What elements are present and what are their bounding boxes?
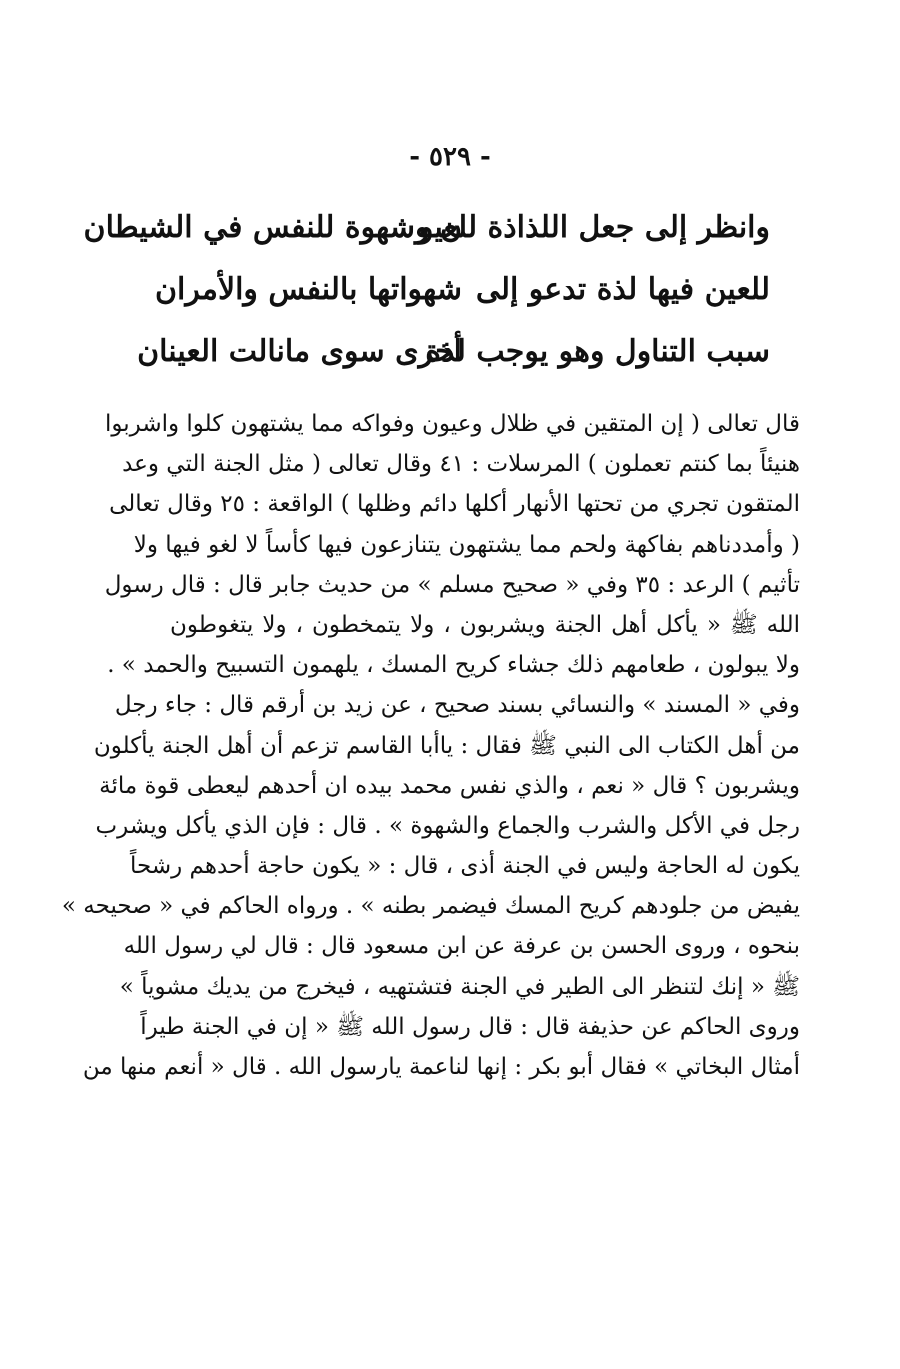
first-hemistich: وانظر إلى جعل اللذاذة للعيو	[419, 209, 770, 245]
prose-line: تأثيم ) الرعد : ٣٥ وفي « صحيح مسلم » من حديث جابر قال : قال رسول	[104, 571, 800, 598]
prose-line: ولا يبولون ، طعامهم ذلك جشاء كريح المسك ، يلهمون التسبيح والحمد » .	[107, 652, 800, 679]
prose-line: من أهل الكتاب الى النبي ﷺ فقال : ياأبا القاسم تزعم أن أهل الجنة يأكلون	[93, 732, 800, 759]
second-hemistich: ن وشهوة للنفس في الشيطان	[83, 209, 462, 245]
second-hemistich: أخرى سوى مانالت العينان	[137, 333, 462, 369]
first-hemistich: للعين فيها لذة تدعو إلى	[475, 271, 770, 307]
prose-line: قال تعالى ( إن المتقين في ظلال وعيون وفواكه مما يشتهون كلوا واشربوا	[104, 411, 800, 437]
page-number: - ٥٢٩ -	[409, 142, 491, 172]
prose-line: المتقون تجري من تحتها الأنهار أكلها دائم وظلها ) الواقعة : ٢٥ وقال تعالى	[109, 491, 800, 518]
prose-line: وفي « المسند » والنسائي بسند صحيح ، عن زيد بن أرقم قال : جاء رجل	[114, 692, 800, 719]
prose-line: أمثال البخاتي » فقال أبو بكر : إنها لناعمة يارسول الله . قال « أنعم منها من	[82, 1054, 800, 1080]
first-hemistich: سبب التناول وهو يوجب لذة	[425, 333, 770, 369]
prose-line: الله ﷺ « يأكل أهل الجنة ويشربون ، ولا يتمخطون ، ولا يتغوطون	[170, 611, 800, 638]
poem-verse	[83, 196, 770, 258]
prose-line: ويشربون ؟ قال « نعم ، والذي نفس محمد بيده ان أحدهم ليعطى قوة مائة	[99, 772, 800, 799]
prose-line: هنيئاً بما كنتم تعملون ) المرسلات : ٤١ وقال تعالى ( مثل الجنة التي وعد	[122, 451, 800, 478]
prose-line: يفيض من جلودهم كريح المسك فيضمر بطنه » . ورواه الحاكم في « صحيحه »	[61, 893, 800, 920]
prose-line: ﷺ « إنك لتنظر الى الطير في الجنة فتشتهيه ، فيخرج من يديك مشوياً »	[119, 973, 800, 1000]
prose-line: وروى الحاكم عن حذيفة قال : قال رسول الله ﷺ « إن في الجنة طيراً	[140, 1013, 800, 1040]
poem-verse	[154, 258, 770, 320]
prose-line: رجل في الأكل والشرب والجماع والشهوة » . قال : فإن الذي يأكل ويشرب	[95, 812, 800, 839]
prose-line: ( وأمددناهم بفاكهة ولحم مما يشتهون يتنازعون فيها كأساً لا لغو فيها ولا	[133, 531, 800, 558]
prose-line: بنحوه ، وروى الحسن بن عرفة عن ابن مسعود قال : قال لي رسول الله	[123, 933, 800, 960]
poem-verse	[137, 320, 770, 382]
poem	[83, 196, 770, 382]
prose-line: يكون له الحاجة وليس في الجنة أذى ، قال : « يكون حاجة أحدهم رشحاً	[129, 853, 800, 880]
second-hemistich: شهواتها بالنفس والأمران	[154, 271, 462, 307]
prose-body	[61, 404, 800, 1087]
